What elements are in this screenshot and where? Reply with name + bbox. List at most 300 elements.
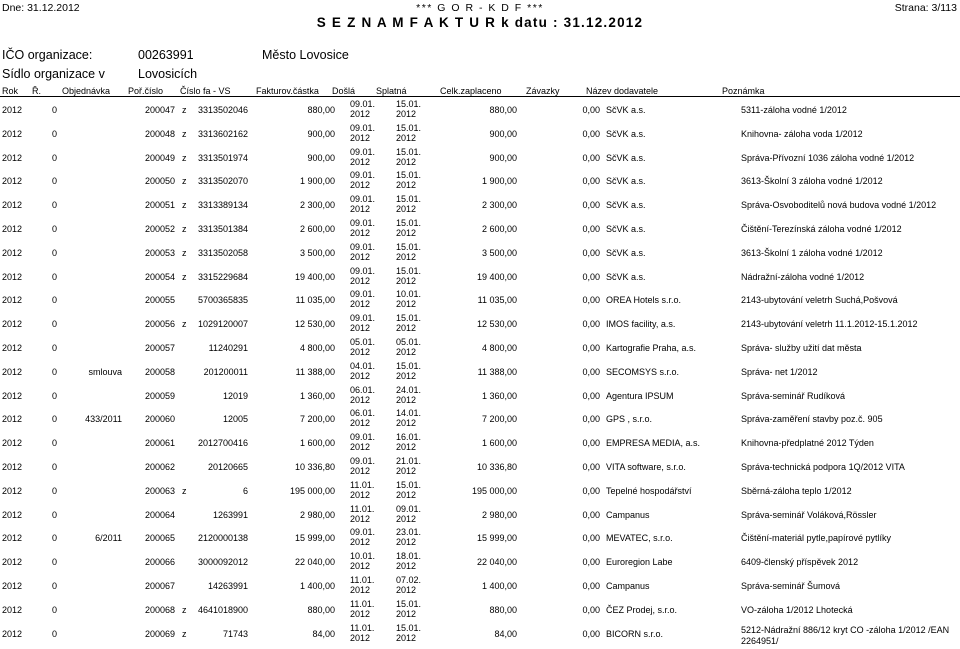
cell-poznamka: Čištění-Terezínská záloha vodné 1/2012 — [741, 224, 902, 234]
cell-zavazky: 0,00 — [582, 533, 600, 544]
cell-castka: 880,00 — [307, 105, 335, 115]
cell-castka: 4 800,00 — [299, 343, 335, 353]
cell-dosla-year: 2012 — [350, 228, 371, 238]
cell-dosla: 11.01. — [350, 575, 375, 585]
cell-r: 0 — [52, 462, 58, 472]
cell-dosla: 11.01. — [350, 503, 375, 514]
cell-vs: 11240291 — [208, 343, 248, 353]
cell-por-cislo: 200051 — [145, 200, 176, 211]
cell-dodavatel: SčVK a.s. — [606, 271, 646, 282]
table-row — [0, 170, 960, 193]
cell-r: 0 — [52, 152, 58, 163]
cell-dosla: 10.01. — [350, 551, 376, 562]
cell-zavazky: 0,00 — [582, 295, 600, 306]
cell-zaplaceno: 84,00 — [494, 628, 517, 639]
cell-r: 0 — [52, 200, 58, 211]
col-nazev-dodavatele: Název dodavatele — [586, 86, 659, 96]
report-title: S E Z N A M F A K T U R k datu : 31.12.2012 — [316, 15, 644, 30]
cell-zaplaceno: 1 360,00 — [481, 390, 517, 401]
cell-dosla: 09.01. — [350, 527, 376, 538]
cell-zavazky: 0,00 — [582, 343, 600, 353]
col-celk-zaplaceno: Celk.zaplaceno — [440, 86, 502, 96]
cell-dodavatel: VITA software, s.r.o. — [606, 462, 686, 472]
table-row — [0, 218, 960, 241]
cell-objednavka: smlouva — [88, 366, 122, 377]
cell-dodavatel: SčVK a.s. — [606, 224, 646, 234]
cell-z: z — [182, 224, 187, 234]
cell-z: z — [182, 485, 187, 496]
cell-zaplaceno: 2 980,00 — [481, 509, 517, 520]
cell-splatna-year: 2012 — [396, 347, 417, 357]
cell-splatna: 15.01. — [396, 170, 422, 181]
cell-poznamka: 2143-ubytování veletrh Suchá,Pošvová — [741, 295, 898, 306]
table-row — [0, 289, 960, 312]
cell-splatna: 18.01. — [396, 551, 422, 562]
cell-dosla: 11.01. — [350, 622, 375, 633]
cell-castka: 900,00 — [307, 128, 335, 139]
cell-rok: 2012 — [2, 319, 23, 330]
cell-rok: 2012 — [2, 105, 23, 115]
cell-dosla: 09.01. — [350, 218, 376, 228]
cell-zavazky: 0,00 — [582, 485, 600, 496]
cell-splatna-year: 2012 — [396, 442, 417, 453]
cell-castka: 3 500,00 — [299, 247, 335, 258]
cell-splatna: 15.01. — [396, 598, 422, 609]
cell-dodavatel: SčVK a.s. — [606, 200, 646, 211]
cell-vs: 5700365835 — [197, 295, 248, 306]
cell-dodavatel: Campanus — [606, 509, 650, 520]
cell-dosla-year: 2012 — [350, 156, 371, 167]
cell-splatna-year: 2012 — [396, 180, 417, 191]
cell-dodavatel: BICORN s.r.o. — [606, 628, 664, 639]
cell-vs: 14263991 — [207, 581, 248, 591]
cell-rok: 2012 — [2, 366, 23, 377]
cell-splatna-year: 2012 — [396, 204, 417, 215]
cell-splatna: 15.01. — [396, 241, 422, 252]
cell-dosla: 09.01. — [350, 432, 376, 443]
cell-r: 0 — [52, 319, 58, 330]
cell-splatna: 15.01. — [396, 194, 422, 205]
cell-splatna-year: 2012 — [396, 561, 417, 572]
cell-poznamka: Správa-seminář Rudíková — [741, 390, 846, 401]
cell-poznamka: Správa-Osvoboditelů nová budova vodné 1/2012 — [741, 200, 937, 211]
cell-poznamka: VO-záloha 1/2012 Lhotecká — [741, 604, 853, 615]
ico-label: IČO organizace: — [2, 48, 93, 62]
cell-castka: 19 400,00 — [294, 271, 335, 282]
cell-por-cislo: 200066 — [145, 557, 176, 568]
table-row — [0, 432, 960, 455]
cell-r: 0 — [52, 390, 58, 401]
cell-dosla: 09.01. — [350, 289, 376, 300]
cell-por-cislo: 200055 — [145, 295, 176, 306]
cell-dosla-year: 2012 — [350, 323, 371, 334]
cell-vs: 3313501384 — [197, 224, 248, 234]
cell-zaplaceno: 2 300,00 — [481, 200, 517, 211]
cell-dosla: 11.01. — [350, 598, 375, 609]
cell-rok: 2012 — [2, 200, 23, 211]
cell-splatna: 15.01. — [396, 265, 422, 276]
cell-por-cislo: 200065 — [145, 533, 176, 544]
cell-z: z — [182, 628, 187, 639]
cell-z: z — [182, 152, 187, 163]
cell-rok: 2012 — [2, 604, 23, 615]
cell-poznamka: Správa-seminář Voláková,Rössler — [741, 509, 877, 520]
cell-zaplaceno: 11 388,00 — [477, 366, 517, 377]
cell-por-cislo: 200059 — [145, 390, 176, 401]
cell-por-cislo: 200069 — [145, 628, 176, 639]
cell-dosla-year: 2012 — [350, 204, 371, 215]
cell-splatna: 14.01. — [396, 408, 422, 419]
cell-zaplaceno: 900,00 — [489, 152, 517, 163]
col-poznamka: Poznámka — [722, 86, 765, 96]
cell-vs: 3315229684 — [197, 271, 248, 282]
cell-rok: 2012 — [2, 247, 23, 258]
cell-r: 0 — [52, 557, 58, 568]
cell-r: 0 — [52, 438, 58, 449]
cell-dodavatel: ČEZ Prodej, s.r.o. — [606, 604, 678, 615]
table-row — [0, 242, 960, 265]
cell-por-cislo: 200047 — [145, 105, 176, 115]
report-filter: *** G O R - K D F *** — [416, 2, 544, 14]
cell-r: 0 — [52, 414, 58, 425]
cell-por-cislo: 200061 — [145, 438, 176, 449]
cell-dosla: 09.01. — [350, 456, 376, 466]
cell-splatna-year: 2012 — [396, 632, 417, 643]
cell-por-cislo: 200064 — [145, 509, 176, 520]
cell-poznamka: Čištění-materiál pytle,papírové pytlíky — [741, 533, 892, 544]
cell-splatna-year: 2012 — [396, 275, 417, 286]
cell-dosla-year: 2012 — [350, 513, 371, 524]
cell-dosla: 09.01. — [350, 99, 376, 109]
table-row — [0, 480, 960, 503]
cell-zavazky: 0,00 — [582, 319, 600, 330]
cell-r: 0 — [52, 105, 58, 115]
cell-splatna: 16.01. — [396, 432, 422, 443]
cell-splatna: 15.01. — [396, 479, 422, 490]
cell-rok: 2012 — [2, 152, 23, 163]
cell-castka: 1 600,00 — [299, 438, 335, 449]
table-row — [0, 147, 960, 170]
cell-zaplaceno: 900,00 — [489, 128, 517, 139]
cell-castka: 1 400,00 — [299, 581, 335, 591]
seat-label: Sídlo organizace v — [2, 67, 105, 81]
col-objednavka: Objednávka — [62, 86, 111, 96]
cell-splatna: 15.01. — [396, 122, 422, 133]
cell-dodavatel: Agentura IPSUM — [606, 390, 674, 401]
cell-objednavka: 433/2011 — [85, 414, 122, 425]
cell-castka: 880,00 — [307, 604, 335, 615]
cell-castka: 2 980,00 — [299, 509, 335, 520]
col-rok: Rok — [2, 86, 19, 96]
cell-r: 0 — [52, 247, 58, 258]
cell-zaplaceno: 22 040,00 — [476, 557, 517, 568]
cell-poznamka: 6409-členský příspěvek 2012 — [741, 557, 859, 568]
table-row — [0, 408, 960, 431]
cell-zaplaceno: 11 035,00 — [477, 295, 517, 306]
table-row — [0, 575, 960, 598]
cell-splatna: 23.01. — [396, 527, 422, 538]
cell-dosla-year: 2012 — [350, 132, 371, 143]
cell-zavazky: 0,00 — [582, 604, 600, 615]
cell-poznamka: 3613-Školní 3 záloha vodné 1/2012 — [741, 176, 883, 187]
cell-z: z — [182, 128, 187, 139]
cell-zavazky: 0,00 — [582, 128, 600, 139]
cell-vs: 6 — [242, 485, 248, 496]
cell-z: z — [182, 247, 187, 258]
col-r: Ř. — [32, 86, 41, 96]
cell-castka: 195 000,00 — [289, 485, 335, 496]
cell-dosla-year: 2012 — [350, 466, 371, 476]
cell-splatna-year: 2012 — [396, 132, 417, 143]
cell-dosla-year: 2012 — [350, 251, 371, 262]
cell-vs: 2120000138 — [197, 533, 248, 544]
cell-poznamka: Správa-technická podpora 1Q/2012 VITA — [741, 462, 905, 472]
city-name: Město Lovosice — [262, 48, 349, 62]
cell-poznamka: Správa- net 1/2012 — [741, 366, 818, 377]
cell-vs: 71743 — [222, 628, 248, 639]
cell-dodavatel: SčVK a.s. — [606, 176, 646, 187]
cell-dodavatel: Campanus — [606, 581, 650, 591]
cell-splatna-year: 2012 — [396, 585, 417, 595]
cell-castka: 15 999,00 — [294, 533, 335, 544]
cell-poznamka: 2143-ubytování veletrh 11.1.2012-15.1.2012 — [741, 319, 918, 330]
cell-splatna-year: 2012 — [396, 228, 417, 238]
cell-castka: 22 040,00 — [294, 557, 335, 568]
cell-zavazky: 0,00 — [582, 414, 600, 425]
cell-dodavatel: SčVK a.s. — [606, 152, 646, 163]
cell-splatna: 15.01. — [396, 360, 422, 371]
cell-r: 0 — [52, 509, 58, 520]
cell-castka: 84,00 — [312, 628, 335, 639]
cell-rok: 2012 — [2, 271, 23, 282]
ico-value: 00263991 — [138, 48, 194, 62]
table-row — [0, 99, 960, 122]
cell-dosla: 09.01. — [350, 122, 376, 133]
col-cislo-fa-vs: Číslo fa - VS — [180, 86, 231, 96]
cell-zavazky: 0,00 — [582, 509, 600, 520]
cell-splatna-year: 2012 — [396, 418, 417, 429]
cell-vs: 1263991 — [212, 509, 248, 520]
cell-zavazky: 0,00 — [582, 224, 600, 234]
cell-zavazky: 0,00 — [582, 390, 600, 401]
cell-poznamka: Knihovna-předplatné 2012 Týden — [741, 438, 874, 449]
cell-dosla: 09.01. — [350, 241, 376, 252]
cell-castka: 11 388,00 — [295, 366, 335, 377]
cell-vs: 12019 — [222, 390, 248, 401]
cell-dodavatel: OREA Hotels s.r.o. — [606, 295, 682, 306]
cell-dodavatel: EMPRESA MEDIA, a.s. — [606, 438, 701, 449]
cell-zaplaceno: 4 800,00 — [481, 343, 517, 353]
cell-splatna-year: 2012 — [396, 537, 417, 548]
cell-castka: 900,00 — [307, 152, 335, 163]
col-por-cislo: Poř.číslo — [128, 86, 164, 96]
cell-dodavatel: SECOMSYS s.r.o. — [606, 366, 680, 377]
cell-castka: 12 530,00 — [294, 319, 335, 330]
cell-rok: 2012 — [2, 485, 23, 496]
table-row — [0, 123, 960, 146]
cell-z: z — [182, 200, 187, 211]
cell-dosla-year: 2012 — [350, 561, 371, 572]
report-date: Dne: 31.12.2012 — [2, 2, 80, 14]
cell-rok: 2012 — [2, 295, 23, 306]
page-number: Strana: 3/113 — [894, 2, 957, 14]
cell-vs: 3000092012 — [197, 557, 248, 568]
cell-por-cislo: 200067 — [145, 581, 176, 591]
cell-splatna: 07.02. — [396, 575, 422, 585]
cell-castka: 7 200,00 — [299, 414, 335, 425]
cell-vs: 2012700416 — [197, 438, 248, 449]
cell-r: 0 — [52, 128, 58, 139]
cell-dodavatel: SčVK a.s. — [606, 247, 646, 258]
table-row — [0, 599, 960, 622]
cell-vs: 201200011 — [203, 366, 248, 377]
cell-vs: 3313389134 — [197, 200, 248, 211]
cell-splatna: 15.01. — [396, 218, 422, 228]
cell-vs: 3313502058 — [197, 247, 248, 258]
cell-castka: 11 035,00 — [295, 295, 335, 306]
cell-z: z — [182, 271, 187, 282]
cell-zaplaceno: 195 000,00 — [471, 485, 517, 496]
cell-zaplaceno: 3 500,00 — [481, 247, 517, 258]
cell-splatna: 15.01. — [396, 146, 422, 157]
cell-z: z — [182, 105, 187, 115]
cell-rok: 2012 — [2, 557, 23, 568]
cell-rok: 2012 — [2, 462, 23, 472]
cell-zavazky: 0,00 — [582, 152, 600, 163]
cell-zaplaceno: 2 600,00 — [481, 224, 517, 234]
cell-dosla-year: 2012 — [350, 299, 371, 310]
cell-dosla-year: 2012 — [350, 442, 371, 453]
cell-por-cislo: 200058 — [145, 366, 176, 377]
cell-splatna: 21.01. — [396, 456, 422, 466]
cell-dosla: 09.01. — [350, 265, 376, 276]
cell-zavazky: 0,00 — [582, 557, 600, 568]
cell-dosla-year: 2012 — [350, 275, 371, 286]
cell-z: z — [182, 604, 187, 615]
cell-por-cislo: 200052 — [145, 224, 176, 234]
cell-splatna-year: 2012 — [396, 394, 417, 405]
cell-dosla-year: 2012 — [350, 489, 371, 500]
col-splatna: Splatná — [376, 86, 407, 96]
cell-zavazky: 0,00 — [582, 438, 600, 449]
cell-splatna: 24.01. — [396, 384, 422, 395]
table-row — [0, 194, 960, 217]
cell-splatna: 15.01. — [396, 622, 422, 633]
cell-por-cislo: 200050 — [145, 176, 176, 187]
cell-dosla-year: 2012 — [350, 347, 371, 357]
cell-dosla: 09.01. — [350, 146, 376, 157]
cell-splatna-year: 2012 — [396, 109, 417, 119]
cell-objednavka: 6/2011 — [95, 533, 122, 544]
cell-poznamka: Správa-zaměření stavby poz.č. 905 — [741, 414, 883, 425]
cell-vs: 20120665 — [207, 462, 248, 472]
cell-dosla-year: 2012 — [350, 418, 371, 429]
column-header-row — [0, 86, 960, 97]
cell-castka: 1 900,00 — [299, 176, 335, 187]
cell-rok: 2012 — [2, 390, 23, 401]
cell-dosla-year: 2012 — [350, 537, 371, 548]
cell-dosla-year: 2012 — [350, 180, 371, 191]
cell-rok: 2012 — [2, 343, 23, 353]
table-row — [0, 337, 960, 360]
cell-r: 0 — [52, 176, 58, 187]
cell-splatna-year: 2012 — [396, 513, 417, 524]
cell-poznamka: Správa-Přívozní 1036 záloha vodné 1/2012 — [741, 152, 915, 163]
cell-zavazky: 0,00 — [582, 366, 600, 377]
cell-castka: 1 360,00 — [299, 390, 335, 401]
table-row — [0, 361, 960, 384]
cell-z: z — [182, 319, 187, 330]
col-dosla: Došlá — [332, 86, 356, 96]
cell-splatna-year: 2012 — [396, 489, 417, 500]
cell-dosla: 06.01. — [350, 384, 376, 395]
cell-zaplaceno: 19 400,00 — [476, 271, 517, 282]
cell-dosla: 09.01. — [350, 313, 376, 324]
cell-splatna-year: 2012 — [396, 299, 417, 310]
cell-splatna-year: 2012 — [396, 156, 417, 167]
cell-vs: 3313501974 — [197, 152, 248, 163]
cell-splatna: 09.01. — [396, 503, 422, 514]
cell-por-cislo: 200063 — [145, 485, 176, 496]
cell-por-cislo: 200049 — [145, 152, 176, 163]
cell-dodavatel: GPS , s.r.o. — [606, 414, 653, 425]
cell-zaplaceno: 7 200,00 — [481, 414, 517, 425]
cell-poznamka: Knihovna- záloha voda 1/2012 — [741, 128, 863, 139]
cell-zaplaceno: 1 400,00 — [481, 581, 517, 591]
cell-dodavatel: MEVATEC, s.r.o. — [606, 533, 673, 544]
cell-rok: 2012 — [2, 581, 23, 591]
cell-splatna-year: 2012 — [396, 608, 417, 619]
cell-rok: 2012 — [2, 414, 23, 425]
cell-dosla: 05.01. — [350, 337, 376, 347]
cell-splatna-year: 2012 — [396, 466, 417, 476]
cell-dodavatel: Tepelné hospodářství — [606, 485, 692, 496]
cell-dodavatel: SčVK a.s. — [606, 105, 646, 115]
cell-zavazky: 0,00 — [582, 462, 600, 472]
cell-poznamka-line2: 2264951/ — [741, 635, 779, 646]
cell-zavazky: 0,00 — [582, 271, 600, 282]
cell-zaplaceno: 880,00 — [489, 604, 517, 615]
cell-r: 0 — [52, 604, 58, 615]
cell-por-cislo: 200053 — [145, 247, 176, 258]
col-castka: Fakturov.částka — [256, 86, 319, 96]
cell-splatna: 10.01. — [396, 289, 422, 300]
cell-castka: 2 600,00 — [299, 224, 335, 234]
cell-castka: 2 300,00 — [299, 200, 335, 211]
cell-rok: 2012 — [2, 176, 23, 187]
cell-z: z — [182, 176, 187, 187]
cell-rok: 2012 — [2, 628, 23, 639]
cell-r: 0 — [52, 295, 58, 306]
cell-dodavatel: Kartografie Praha, a.s. — [606, 343, 697, 353]
cell-r: 0 — [52, 366, 58, 377]
cell-zavazky: 0,00 — [582, 628, 600, 639]
cell-vs: 12005 — [222, 414, 248, 425]
table-row — [0, 527, 960, 550]
cell-vs: 3313502070 — [197, 176, 248, 187]
cell-poznamka: 5212-Nádražní 886/12 kryt CO -záloha 1/2012 /EAN — [741, 624, 950, 635]
cell-rok: 2012 — [2, 224, 23, 234]
seat-value: Lovosicích — [138, 67, 198, 81]
cell-splatna-year: 2012 — [396, 323, 417, 334]
cell-dosla: 04.01. — [350, 360, 376, 371]
cell-dosla-year: 2012 — [350, 370, 371, 381]
cell-r: 0 — [52, 581, 58, 591]
cell-vs: 3313602162 — [197, 128, 248, 139]
table-row — [0, 623, 960, 646]
cell-rok: 2012 — [2, 128, 23, 139]
cell-por-cislo: 200068 — [145, 604, 176, 615]
